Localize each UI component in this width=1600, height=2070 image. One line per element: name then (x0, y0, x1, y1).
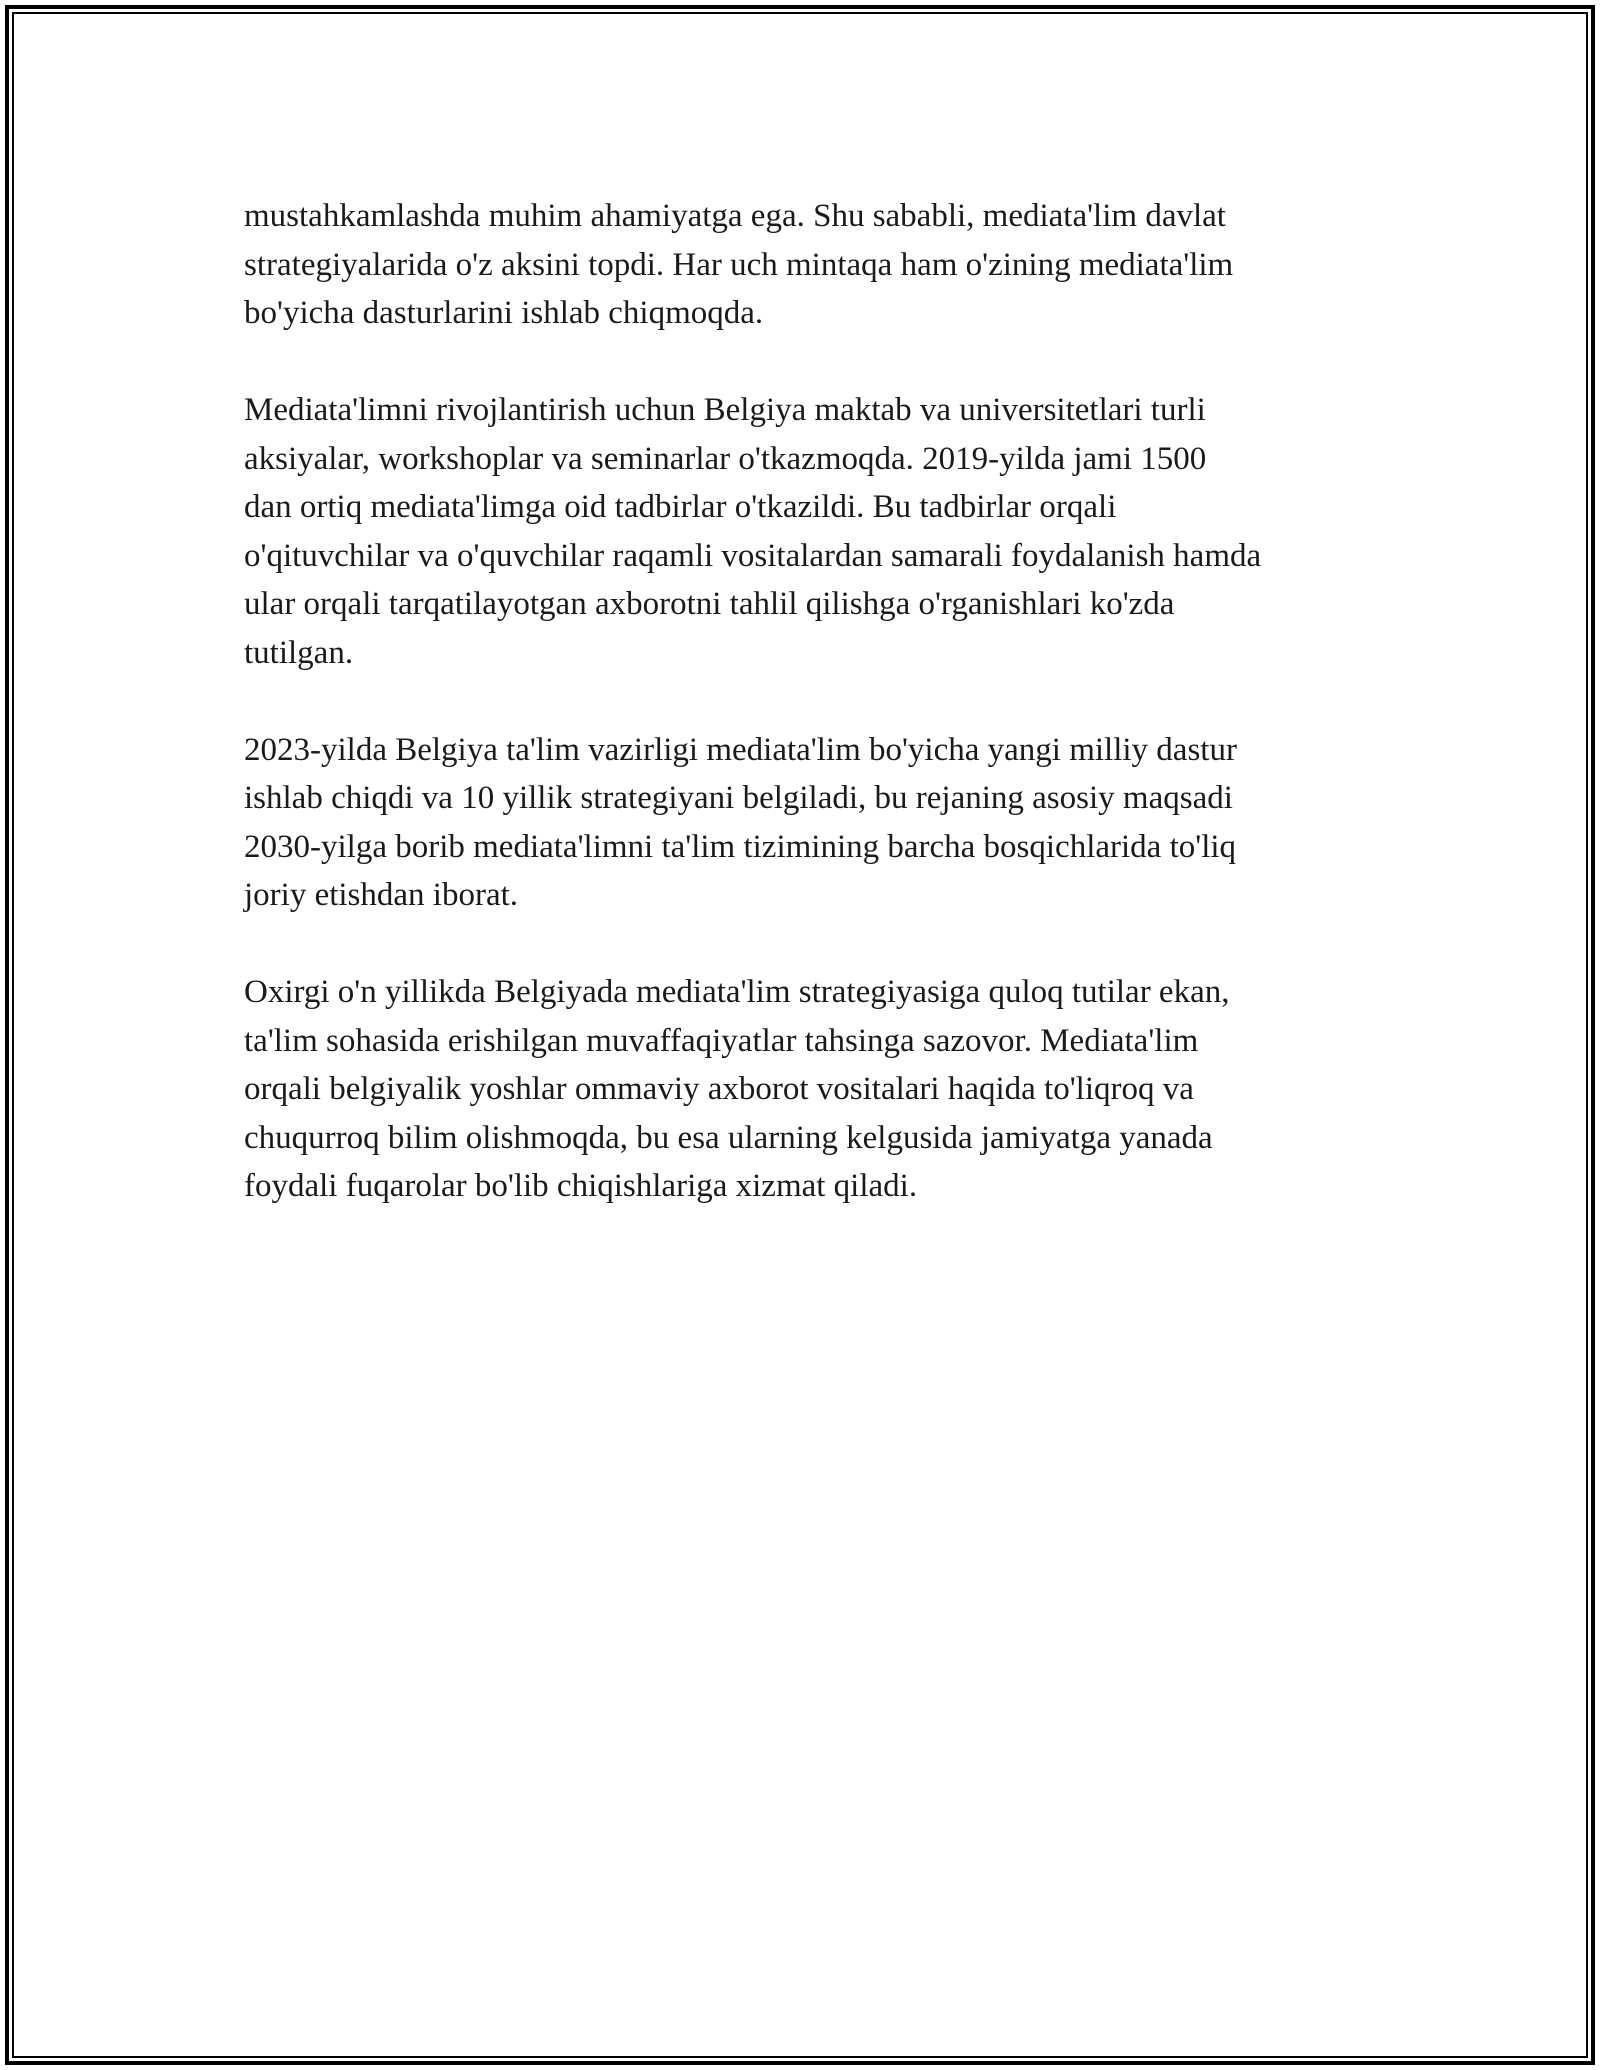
paragraph-3: 2023-yilda Belgiya ta'lim vazirligi mediata'lim bo'yicha yangi milliy dastur ishlab chiqdi va 10 yillik strategiyani belgiladi, bu rejaning asosiy maqsadi 2030-yilga borib mediata'limni ta'lim tizimining barcha bosqichlarida to'liq joriy etishdan iborat. (244, 731, 1237, 913)
paragraph-2: Mediata'limni rivojlantirish uchun Belgiya maktab va universitetlari turli aksiyalar, workshoplar va seminarlar o'tkazmoqda. 2019-yilda jami 1500 dan ortiq mediata'limga oid tadbirlar o'tkazildi. Bu tadbirlar orqali o'qituvchilar va o'quvchilar raqamli vositalardan samarali foydalanish hamda ular orqali tarqatilayotgan axborotni tahlil qilishga o'rganishlari ko'zda tutilgan. (244, 392, 1262, 671)
paragraph-1: mustahkamlashda muhim ahamiyatga ega. Shu sababli, mediata'lim davlat strategiyalarida o'z aksini topdi. Har uch mintaqa ham o'zining mediata'lim bo'yicha dasturlarini ishlab chiqmoqda. (244, 198, 1234, 331)
paragraph-4: Oxirgi o'n yillikda Belgiyada mediata'lim strategiyasiga quloq tutilar ekan, ta'lim sohasida erishilgan muvaffaqiyatlar tahsinga sazovor. Mediata'lim orqali belgiyalik yoshlar ommaviy axborot vositalari haqida to'liqroq va chuqurroq bilim olishmoqda, bu esa ularning kelgusida jamiyatga yanada foydali fuqarolar bo'lib chiqishlariga xizmat qiladi. (244, 974, 1230, 1204)
page-frame (5, 5, 1595, 2065)
document-body (244, 192, 1394, 1259)
